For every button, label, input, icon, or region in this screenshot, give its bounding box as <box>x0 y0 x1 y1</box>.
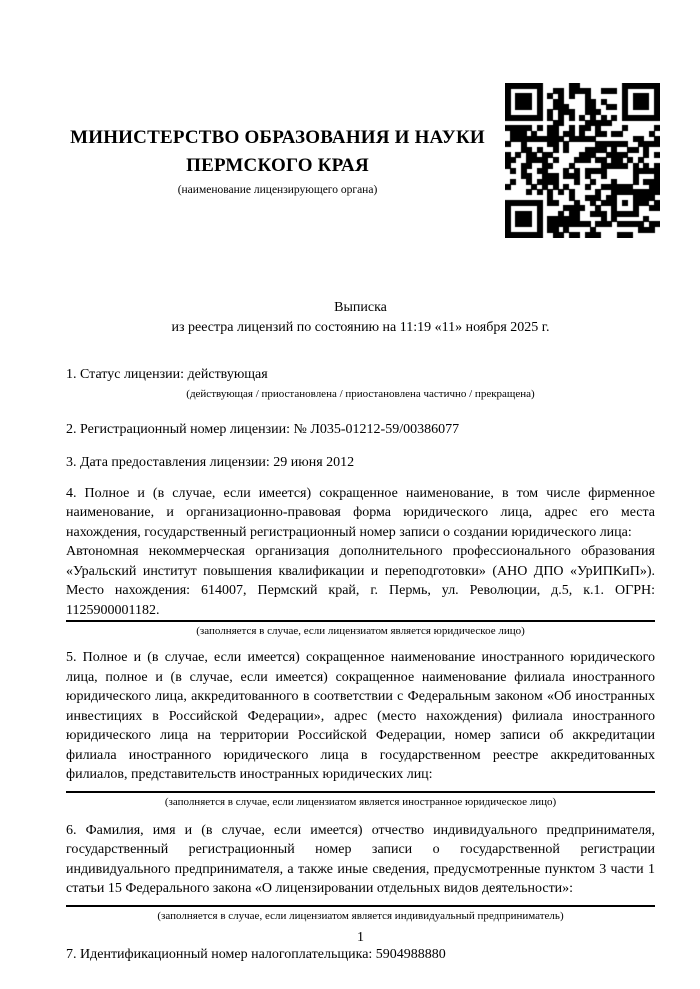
field-6-text: 6. Фамилия, имя и (в случае, если имеется) отчество индивидуального предпринимателя, государственный регистрационный номер записи о государственной регистрации индивидуального предпринимателя, а также иные сведения, предусмотренные пунктом 3 части 1 статьи 15 Федерального закона «О лицензировании отдельных видов деятельности»: <box>66 822 655 896</box>
field-1-caption: (действующая / приостановлена / приостановлена частично / прекращена) <box>186 387 535 400</box>
field-1-text: 1. Статус лицензии: действующая <box>66 367 268 382</box>
field-3-license-date <box>66 453 655 473</box>
field-2-registration-number <box>66 420 655 440</box>
field-2-text: 2. Регистрационный номер лицензии: № Л035-01212-59/00386077 <box>66 421 460 437</box>
field-6-fill-line <box>66 905 655 907</box>
qr-code <box>505 83 660 238</box>
field-5-text: 5. Полное и (в случае, если имеется) сокращенное наименование иностранного юридического лица, полное и (в случае, если имеется) сокращенное наименование филиала иностранного юридического лица, аккредитованного в соответствии с Федеральным законом «Об иностранных инвестициях в Российской Федерации», адрес (место нахождения) филиала иностранного юридического лица на территории Российской Федерации, номер записи об аккредитации филиала иностранного юридического лица в государственном реестре аккредитованных филиалов, представительств иностранных юридических лиц: <box>66 650 655 782</box>
document-title-line2: из реестра лицензий по состоянию на 11:19 «11» ноября 2025 г. <box>171 319 550 335</box>
ministry-name-line1: МИНИСТЕРСТВО ОБРАЗОВАНИЯ И НАУКИ <box>70 127 485 148</box>
field-3-text: 3. Дата предоставления лицензии: 29 июня 2012 <box>66 455 355 470</box>
document-title <box>66 298 655 337</box>
document-body <box>66 298 655 964</box>
ministry-name-caption: (наименование лицензирующего органа) <box>177 184 378 196</box>
field-4-legal-entity <box>66 484 655 639</box>
field-4-text: 4. Полное и (в случае, если имеется) сокращенное наименование, в том числе фирменное наименование, и организационно-правовая форма юридического лица, адрес его места нахождения, государственный регистрационный номер записи о создании юридического лица: <box>66 485 655 540</box>
ministry-name-line2: ПЕРМСКОГО КРАЯ <box>186 155 369 176</box>
licensing-authority-header <box>10 124 545 197</box>
field-4-value: Автономная некоммерческая организация дополнительного профессионального образования «Уральский институт повышения квалификации и переподготовки» (АНО ДПО «УрИПКиП»). Место нахождения: 614007, Пермский край, г. Пермь, ул. Революции, д.5, к.1. ОГРН: 1125900001182. <box>66 544 655 618</box>
field-7-text: 7. Идентификационный номер налогоплательщика: 5904988880 <box>66 946 446 962</box>
qr-code-container <box>505 83 660 238</box>
field-6-caption: (заполняется в случае, если лицензиатом является индивидуальный предприниматель) <box>157 909 564 922</box>
field-5-foreign-entity <box>66 648 655 809</box>
field-1-license-status <box>66 365 655 401</box>
field-4-caption: (заполняется в случае, если лицензиатом является юридическое лицо) <box>196 625 525 637</box>
field-5-caption: (заполняется в случае, если лицензиатом является иностранное юридическое лицо) <box>164 795 557 808</box>
document-title-line1: Выписка <box>334 300 387 315</box>
page-number: 1 <box>357 930 364 945</box>
field-4-fill-line <box>66 620 655 622</box>
field-5-fill-line <box>66 791 655 793</box>
field-6-individual-entrepreneur <box>66 821 655 923</box>
